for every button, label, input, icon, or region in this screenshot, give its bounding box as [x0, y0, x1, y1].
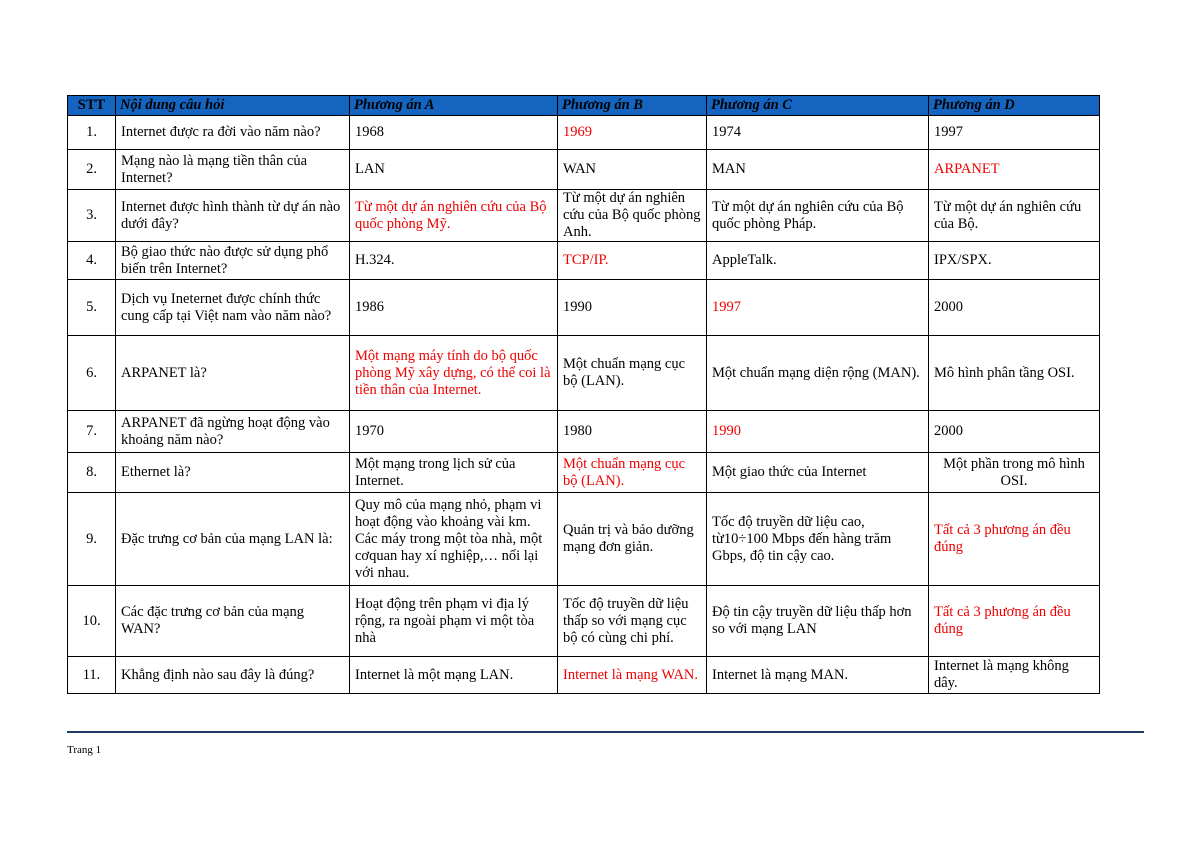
option-a: 1970	[350, 411, 558, 453]
table-row	[68, 242, 1100, 280]
option-c: MAN	[707, 150, 929, 190]
option-c: Internet là mạng MAN.	[707, 657, 929, 694]
question-text: Internet được hình thành từ dự án nào dưới đây?	[116, 190, 350, 242]
table-row	[68, 116, 1100, 150]
header-option-b: Phương án B	[558, 96, 707, 116]
option-c: 1997	[707, 280, 929, 336]
question-text: Internet được ra đời vào năm nào?	[116, 116, 350, 150]
option-b: 1990	[558, 280, 707, 336]
question-text: Ethernet là?	[116, 453, 350, 493]
option-d: 1997	[929, 116, 1100, 150]
option-c: 1974	[707, 116, 929, 150]
option-d: Tất cả 3 phương án đều đúng	[929, 493, 1100, 586]
option-a: Quy mô của mạng nhỏ, phạm vi hoạt động vào khoảng vài km. Các máy trong một tòa nhà, một cơquan hay xí nghiệp,… nối lại với nhau.	[350, 493, 558, 586]
header-option-c: Phương án C	[707, 96, 929, 116]
option-b: Một chuẩn mạng cục bộ (LAN).	[558, 453, 707, 493]
option-a: Một mạng trong lịch sử của Internet.	[350, 453, 558, 493]
option-d: Tất cả 3 phương án đều đúng	[929, 586, 1100, 657]
header-option-d: Phương án D	[929, 96, 1100, 116]
option-a: LAN	[350, 150, 558, 190]
question-text: Đặc trưng cơ bản của mạng LAN là:	[116, 493, 350, 586]
option-b: Một chuẩn mạng cục bộ (LAN).	[558, 336, 707, 411]
footer-divider	[67, 731, 1144, 733]
question-number: 7.	[68, 411, 116, 453]
table-row	[68, 336, 1100, 411]
option-d: 2000	[929, 411, 1100, 453]
option-d: ARPANET	[929, 150, 1100, 190]
question-text: Dịch vụ Ineternet được chính thức cung cấp tại Việt nam vào năm nào?	[116, 280, 350, 336]
table-row	[68, 280, 1100, 336]
table-row	[68, 150, 1100, 190]
option-b: Tốc độ truyền dữ liệu thấp so với mạng cục bộ có cùng chi phí.	[558, 586, 707, 657]
header-option-a: Phương án A	[350, 96, 558, 116]
option-b: WAN	[558, 150, 707, 190]
option-a: H.324.	[350, 242, 558, 280]
table-row	[68, 190, 1100, 242]
table-row	[68, 493, 1100, 586]
question-number: 9.	[68, 493, 116, 586]
option-b: Internet là mạng WAN.	[558, 657, 707, 694]
option-b: 1980	[558, 411, 707, 453]
question-text: ARPANET là?	[116, 336, 350, 411]
option-d: Một phần trong mô hình OSI.	[929, 453, 1100, 493]
option-b: Từ một dự án nghiên cứu của Bộ quốc phòng Anh.	[558, 190, 707, 242]
quiz-table	[67, 95, 1100, 694]
page-number: Trang 1	[67, 744, 102, 756]
option-d: 2000	[929, 280, 1100, 336]
option-c: 1990	[707, 411, 929, 453]
option-b: TCP/IP.	[558, 242, 707, 280]
question-number: 8.	[68, 453, 116, 493]
question-number: 5.	[68, 280, 116, 336]
question-number: 11.	[68, 657, 116, 694]
option-b: Quản trị và bảo dưỡng mạng đơn giản.	[558, 493, 707, 586]
question-text: ARPANET đã ngừng hoạt động vào khoảng năm nào?	[116, 411, 350, 453]
option-a: Internet là một mạng LAN.	[350, 657, 558, 694]
header-question: Nội dung câu hỏi	[116, 96, 350, 116]
option-a: Một mạng máy tính do bộ quốc phòng Mỹ xây dựng, có thể coi là tiền thân của Internet.	[350, 336, 558, 411]
option-a: 1986	[350, 280, 558, 336]
question-text: Bộ giao thức nào được sử dụng phổ biến trên Internet?	[116, 242, 350, 280]
option-c: Một giao thức của Internet	[707, 453, 929, 493]
question-text: Các đặc trưng cơ bản của mạng WAN?	[116, 586, 350, 657]
option-c: Độ tin cậy truyền dữ liệu thấp hơn so với mạng LAN	[707, 586, 929, 657]
header-stt: STT	[68, 96, 116, 116]
question-number: 10.	[68, 586, 116, 657]
option-c: Một chuẩn mạng diện rộng (MAN).	[707, 336, 929, 411]
option-a: Hoạt động trên phạm vi địa lý rộng, ra ngoài phạm vi một tòa nhà	[350, 586, 558, 657]
table-row	[68, 586, 1100, 657]
table-row	[68, 657, 1100, 694]
option-d: IPX/SPX.	[929, 242, 1100, 280]
option-a: Từ một dự án nghiên cứu của Bộ quốc phòng Mỹ.	[350, 190, 558, 242]
option-d: Từ một dự án nghiên cứu của Bộ.	[929, 190, 1100, 242]
option-c: AppleTalk.	[707, 242, 929, 280]
question-text: Khẳng định nào sau đây là đúng?	[116, 657, 350, 694]
option-d: Mô hình phân tầng OSI.	[929, 336, 1100, 411]
option-a: 1968	[350, 116, 558, 150]
option-c: Từ một dự án nghiên cứu của Bộ quốc phòng Pháp.	[707, 190, 929, 242]
option-c: Tốc độ truyền dữ liệu cao, từ10÷100 Mbps đến hàng trăm Gbps, độ tin cậy cao.	[707, 493, 929, 586]
header-row	[68, 96, 1100, 116]
option-b: 1969	[558, 116, 707, 150]
table-row	[68, 411, 1100, 453]
table-row	[68, 453, 1100, 493]
option-d: Internet là mạng không dây.	[929, 657, 1100, 694]
question-text: Mạng nào là mạng tiền thân của Internet?	[116, 150, 350, 190]
question-number: 4.	[68, 242, 116, 280]
question-number: 1.	[68, 116, 116, 150]
question-number: 3.	[68, 190, 116, 242]
question-number: 2.	[68, 150, 116, 190]
question-number: 6.	[68, 336, 116, 411]
